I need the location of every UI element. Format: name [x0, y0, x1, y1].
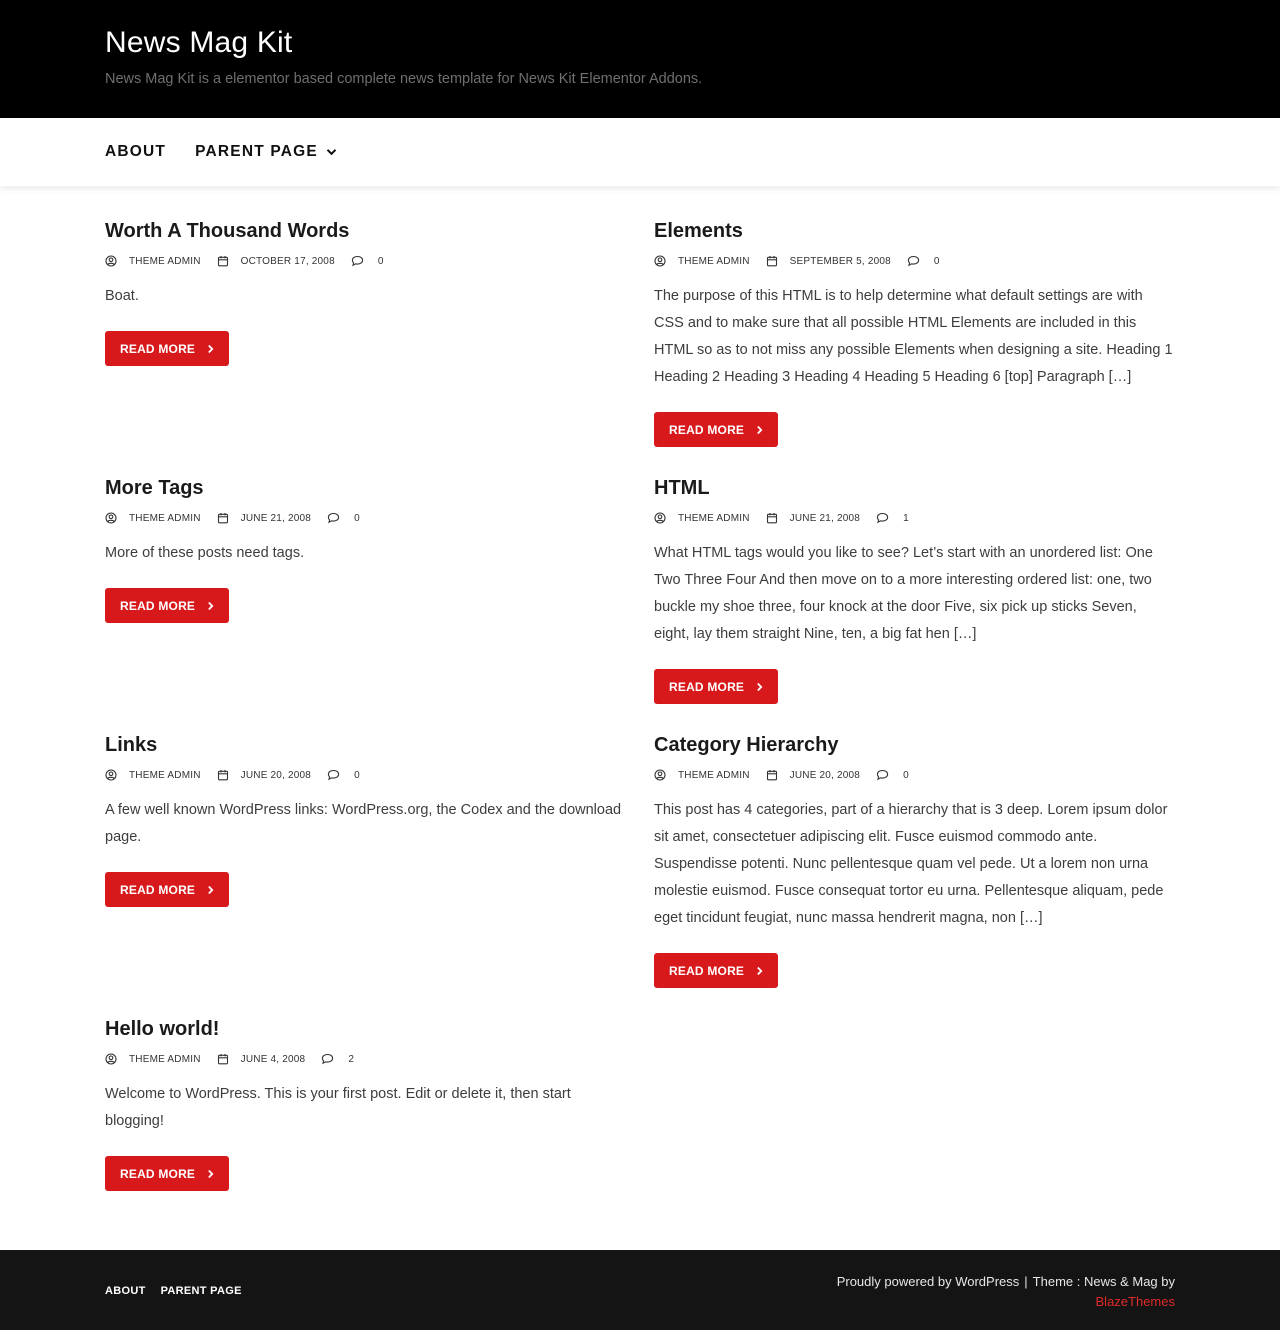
post-title[interactable]: Elements: [654, 220, 743, 242]
post-meta: [654, 510, 1174, 526]
date-text: JUNE 21, 2008: [240, 512, 312, 524]
comment-count: 0: [933, 255, 940, 267]
comment-icon: [876, 512, 895, 524]
comment-icon: [351, 255, 370, 267]
comment-count: 1: [903, 512, 909, 524]
post-title[interactable]: Links: [105, 734, 158, 756]
post-title[interactable]: Worth A Thousand Words: [105, 220, 350, 242]
powered-by-link[interactable]: Proudly powered by WordPress: [836, 1274, 1020, 1289]
site-footer: [0, 1250, 1280, 1330]
nav-item-label: ABOUT: [105, 143, 167, 160]
calendar-icon: [766, 512, 784, 524]
chevron-right-icon: [201, 601, 214, 611]
post-date[interactable]: [217, 1053, 306, 1065]
post-excerpt: Boat.: [105, 288, 139, 304]
author-name: THEME ADMIN: [129, 1053, 201, 1065]
date-text: JUNE 21, 2008: [789, 512, 861, 524]
read-more-button[interactable]: [105, 872, 229, 907]
post-author[interactable]: [105, 1053, 201, 1065]
author-name: THEME ADMIN: [129, 255, 201, 267]
read-more-label: READ MORE: [120, 882, 196, 897]
post-author[interactable]: [654, 769, 750, 781]
date-text: JUNE 4, 2008: [240, 1053, 306, 1065]
post-card: [105, 218, 625, 366]
chevron-right-icon: [750, 425, 763, 435]
author-name: THEME ADMIN: [678, 769, 750, 781]
post-excerpt: What HTML tags would you like to see? Let’s start with an unordered list: One Two Three Four And then move on to a more interesting ordered list: one, two buckle my shoe three, four knock at the door Five, six pick up sticks Seven, eight, lay them straight Nine, ten, a big fat hen […]: [654, 545, 1153, 642]
post-card: [654, 218, 1174, 447]
author-name: THEME ADMIN: [678, 255, 750, 267]
read-more-button[interactable]: [105, 1156, 229, 1191]
user-icon: [105, 769, 123, 781]
date-text: OCTOBER 17, 2008: [240, 255, 335, 267]
comment-icon: [907, 255, 926, 267]
post-author[interactable]: [105, 769, 201, 781]
comment-count: 0: [354, 512, 360, 524]
post-title[interactable]: Hello world!: [105, 1018, 220, 1040]
read-more-label: READ MORE: [669, 679, 745, 694]
post-meta: [105, 1051, 625, 1067]
footer-menu-item-about[interactable]: ABOUT: [105, 1285, 146, 1297]
read-more-label: READ MORE: [669, 963, 745, 978]
comment-count: 2: [348, 1053, 355, 1065]
chevron-right-icon: [201, 344, 214, 354]
post-meta: [105, 253, 625, 269]
calendar-icon: [766, 769, 784, 781]
nav-menu: [105, 118, 366, 186]
post-meta: [654, 767, 1174, 783]
nav-item-parent-page[interactable]: [195, 143, 337, 161]
post-date[interactable]: [217, 769, 311, 781]
post-card: [105, 732, 625, 907]
post-comments[interactable]: [351, 255, 384, 267]
user-icon: [654, 255, 672, 267]
main-navigation: [0, 118, 1280, 186]
chevron-right-icon: [750, 966, 763, 976]
comment-icon: [327, 512, 346, 524]
user-icon: [654, 512, 672, 524]
post-author[interactable]: [654, 512, 750, 524]
post-card: [654, 732, 1174, 988]
post-date[interactable]: [766, 512, 860, 524]
user-icon: [105, 1053, 123, 1065]
user-icon: [105, 255, 123, 267]
comment-icon: [321, 1053, 340, 1065]
calendar-icon: [217, 1053, 235, 1065]
post-excerpt: This post has 4 categories, part of a hierarchy that is 3 deep. Lorem ipsum dolor sit amet, consectetuer adipiscing elit. Fusce euismod commodo ante. Suspendisse potenti. Nunc pellentesque quam vel pede. Ut a lorem non urna molestie euismod. Fusce consequat tortor eu urna. Pellentesque aliquam, pede eget tincidunt feugiat, nunc massa hendrerit magna, non […]: [654, 802, 1168, 926]
chevron-right-icon: [201, 885, 214, 895]
read-more-label: READ MORE: [120, 341, 196, 356]
comment-icon: [327, 769, 346, 781]
read-more-button[interactable]: [654, 953, 778, 988]
post-date[interactable]: [217, 512, 311, 524]
post-excerpt: Welcome to WordPress. This is your first post. Edit or delete it, then start blogging!: [105, 1086, 571, 1129]
read-more-label: READ MORE: [120, 598, 196, 613]
theme-credit-text: Theme : News & Mag by: [1032, 1274, 1175, 1289]
chevron-down-icon[interactable]: [326, 148, 337, 156]
post-comments[interactable]: [876, 512, 909, 524]
read-more-button[interactable]: [105, 331, 229, 366]
calendar-icon: [217, 255, 235, 267]
post-card: [105, 475, 625, 623]
comment-count: 0: [354, 769, 360, 781]
footer-menu-item-parent-page[interactable]: PARENT PAGE: [160, 1285, 242, 1297]
post-excerpt: More of these posts need tags.: [105, 545, 305, 561]
post-comments[interactable]: [327, 512, 360, 524]
post-title[interactable]: HTML: [654, 477, 710, 499]
post-excerpt: A few well known WordPress links: WordPress.org, the Codex and the download page.: [105, 802, 622, 845]
comment-count: 0: [377, 255, 384, 267]
read-more-label: READ MORE: [120, 1166, 196, 1181]
nav-item-about[interactable]: [105, 143, 166, 161]
post-comments[interactable]: [876, 769, 909, 781]
comment-icon: [876, 769, 895, 781]
post-author[interactable]: [105, 512, 201, 524]
author-name: THEME ADMIN: [129, 512, 201, 524]
theme-author-link[interactable]: BlazeThemes: [1095, 1294, 1175, 1309]
post-meta: [105, 767, 625, 783]
footer-credit: [837, 1272, 1175, 1312]
post-title[interactable]: Category Hierarchy: [654, 734, 839, 756]
credit-separator: |: [1024, 1274, 1028, 1289]
calendar-icon: [217, 512, 235, 524]
calendar-icon: [217, 769, 235, 781]
post-author[interactable]: [105, 255, 201, 267]
user-icon: [654, 769, 672, 781]
chevron-right-icon: [201, 1169, 214, 1179]
calendar-icon: [766, 255, 784, 267]
post-date[interactable]: [217, 255, 335, 267]
post-title[interactable]: More Tags: [105, 477, 204, 499]
read-more-button[interactable]: [654, 669, 778, 704]
post-meta: [105, 510, 625, 526]
footer-menu: [105, 1285, 257, 1297]
date-text: JUNE 20, 2008: [240, 769, 312, 781]
nav-item-label: PARENT PAGE: [195, 143, 318, 160]
post-comments[interactable]: [321, 1053, 354, 1065]
post-comments[interactable]: [907, 255, 940, 267]
author-name: THEME ADMIN: [129, 769, 201, 781]
site-header: [0, 0, 1280, 118]
date-text: SEPTEMBER 5, 2008: [789, 255, 891, 267]
user-icon: [105, 512, 123, 524]
site-tagline: News Mag Kit is a elementor based complete news template for News Kit Elementor Addons.: [105, 71, 703, 87]
read-more-label: READ MORE: [669, 422, 745, 437]
post-meta: [654, 253, 1174, 269]
post-date[interactable]: [766, 769, 860, 781]
post-card: [105, 1016, 625, 1191]
comment-count: 0: [903, 769, 909, 781]
post-card: [654, 475, 1174, 704]
read-more-button[interactable]: [654, 412, 778, 447]
post-comments[interactable]: [327, 769, 360, 781]
site-title[interactable]: News Mag Kit: [105, 26, 293, 59]
chevron-right-icon: [750, 682, 763, 692]
post-date[interactable]: [766, 255, 891, 267]
post-author[interactable]: [654, 255, 750, 267]
read-more-button[interactable]: [105, 588, 229, 623]
post-excerpt: The purpose of this HTML is to help determine what default settings are with CSS and to make sure that all possible HTML Elements are included in this HTML so as to not miss any possible Elements when designing a site. Heading 1 Heading 2 Heading 3 Heading 4 Heading 5 Heading 6 [top] Paragraph […]: [654, 288, 1173, 385]
posts-grid: [0, 186, 1280, 1250]
author-name: THEME ADMIN: [678, 512, 750, 524]
date-text: JUNE 20, 2008: [789, 769, 861, 781]
